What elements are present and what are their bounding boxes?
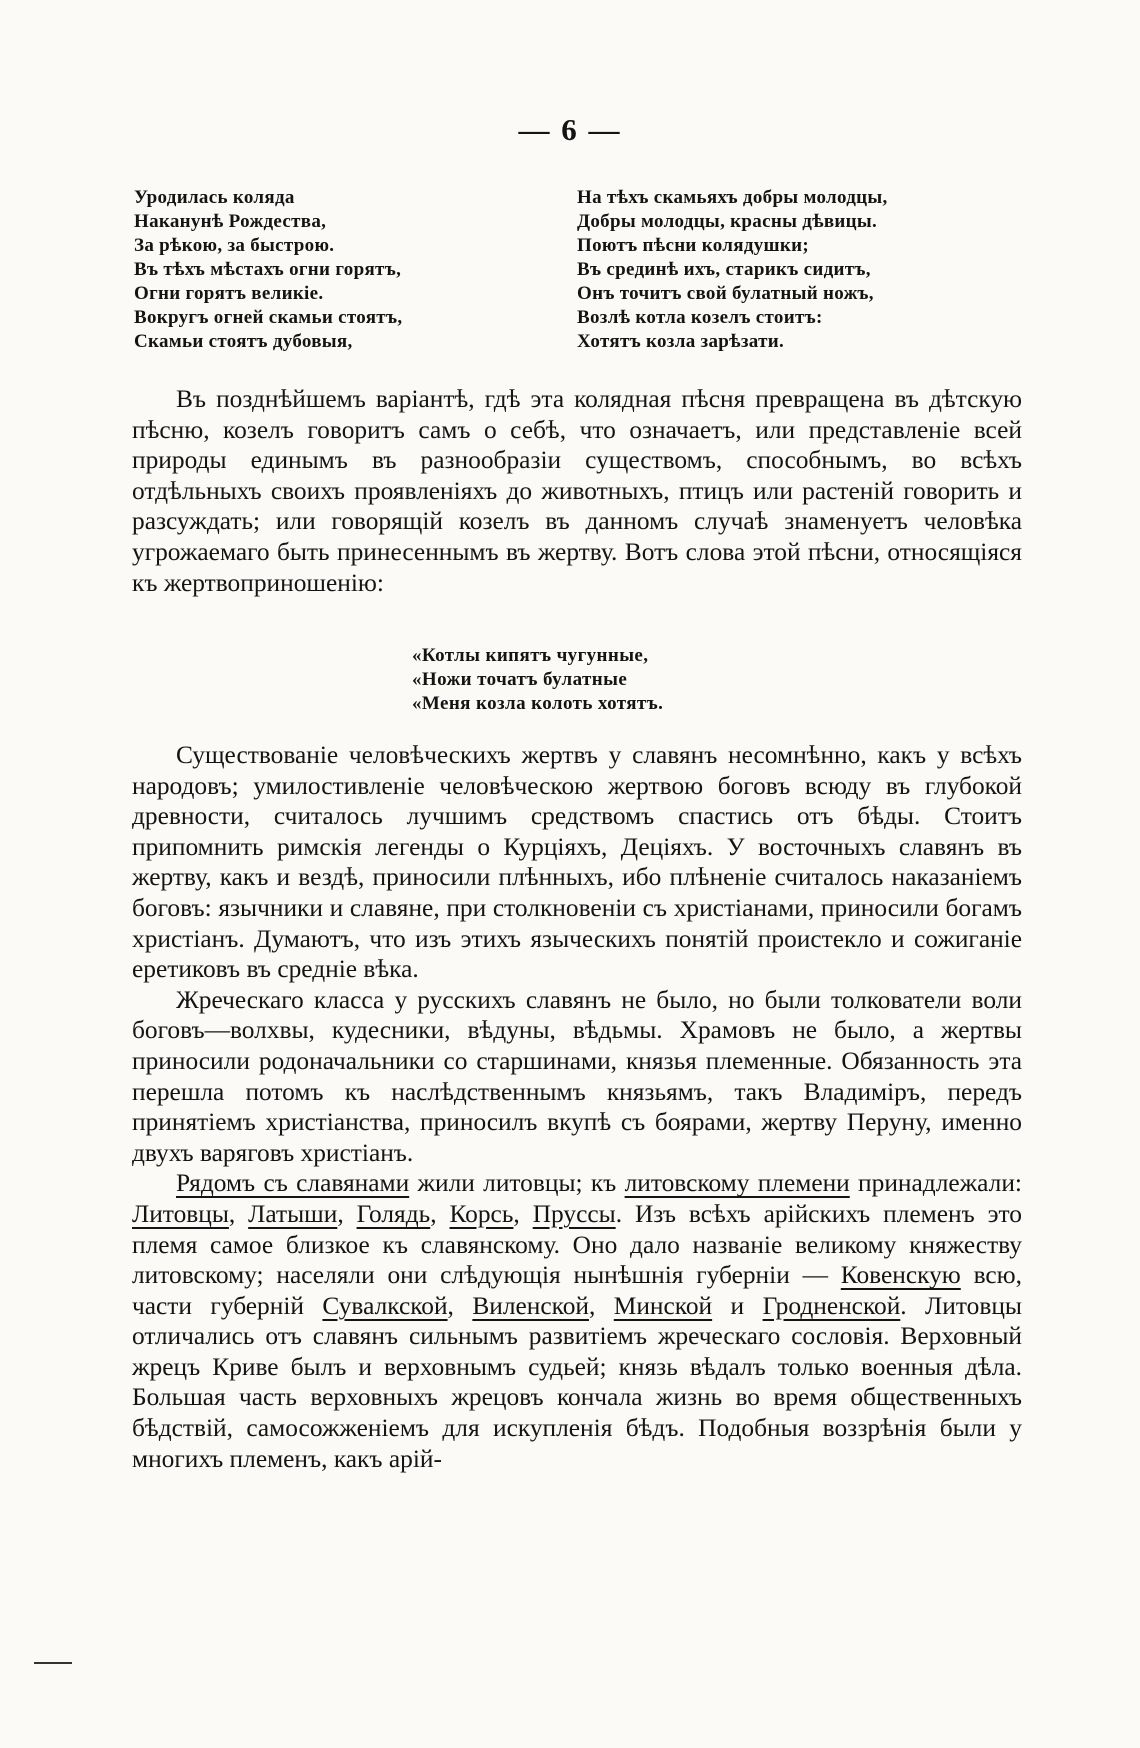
verse-right-column: [577, 186, 1007, 354]
verse-line: Онъ точитъ свой булатный ножъ,: [577, 283, 874, 304]
text-run: ,: [588, 1291, 614, 1320]
page-number: — 6 —: [518, 112, 622, 147]
prose-block-2: [132, 740, 1022, 1474]
verse-line: Наканунѣ Рождества,: [134, 211, 327, 232]
paragraph-1: Въ позднѣйшемъ варіантѣ, гдѣ эта колядная пѣсня превращена въ дѣтскую пѣсню, козелъ говоритъ самъ о себѣ, что означаетъ, или представленіе всей природы единымъ въ разнообразіи существомъ, способнымъ, во всѣхъ отдѣльныхъ своихъ проявленіяхъ до животныхъ, птицъ или растеній говорить и разсуждать; или говорящій козелъ въ данномъ случаѣ знаменуетъ человѣка угрожаемаго быть принесеннымъ въ жертву. Вотъ слова этой пѣсни, относящіяся къ жертвоприношенію:: [132, 385, 1022, 597]
text-run: ,: [337, 1199, 357, 1228]
paragraph-2: Существованіе человѣческихъ жертвъ у славянъ несомнѣнно, какъ у всѣхъ народовъ; умилостивленіе человѣческою жертвою боговъ всюду въ глубокой древности, считалось лучшимъ средствомъ спастись отъ бѣды. Стоитъ припомнить римскія легенды о Курціяхъ, Деціяхъ. У восточныхъ славянъ въ жертву, какъ и вездѣ, приносили плѣнныхъ, ибо плѣненіе считалось наказаніемъ боговъ: язычники и славяне, при столкновеніи съ христіанами, приносили богамъ христіанъ. Думаютъ, что изъ этихъ языческихъ понятій проистекло и сожиганіе еретиковъ въ средніе вѣка.: [132, 741, 1022, 984]
verse-line: Уродилась коляда: [134, 187, 295, 208]
text-run: ,: [430, 1199, 450, 1228]
underlined-phrase: Рядомъ съ славянами: [176, 1169, 410, 1198]
underlined-phrase: литовскому племени: [624, 1169, 850, 1198]
text-run: ,: [447, 1291, 473, 1320]
verse-line: Поютъ пѣсни колядушки;: [577, 235, 809, 256]
text-run: ,: [228, 1199, 249, 1228]
underlined-phrase: Голядь: [356, 1199, 431, 1228]
underlined-phrase: Ковенскую: [840, 1261, 961, 1290]
underlined-phrase: Литовцы: [132, 1199, 229, 1228]
text-run: . Литовцы отличались отъ славянъ сильнымъ развитіемъ жреческаго сословія. Верховный жрецъ Криве былъ и верховнымъ судьей; князь вѣдалъ только военныя дѣла. Большая часть верховныхъ жрецовъ кончала жизнь во время общественныхъ бѣдствій, самосожженіемъ для искупленія бѣдъ. Подобныя воззрѣнія были у многихъ племенъ, какъ арій-: [132, 1291, 1022, 1473]
verse-line: Вокругъ огней скамьи стоятъ,: [134, 307, 403, 328]
quote-line: «Котлы кипятъ чугунные,: [412, 645, 649, 666]
paragraph-4: [132, 1168, 1022, 1474]
underlined-phrase: Корсь: [449, 1199, 514, 1228]
verse-line: Въ тѣхъ мѣстахъ огни горятъ,: [134, 259, 402, 280]
verse-line: Скамьи стоятъ дубовыя,: [134, 331, 353, 352]
prose-block-1: [132, 384, 1022, 598]
quote-line: «Ножи точатъ булатные: [412, 669, 628, 690]
margin-mark: [34, 1662, 72, 1664]
verse-line: На тѣхъ скамьяхъ добры молодцы,: [577, 187, 888, 208]
verse-line: Хотятъ козла зарѣзати.: [577, 331, 785, 352]
underlined-phrase: Виленской: [472, 1291, 589, 1320]
paragraph-3: Жреческаго класса у русскихъ славянъ не было, но были толкователи воли боговъ—волхвы, кудесники, вѣдуны, вѣдьмы. Храмовъ не было, а жертвы приносили родоначальники со старшинами, князья племенные. Обязанность эта перешла потомъ къ наслѣдственнымъ князьямъ, такъ Владиміръ, передъ принятіемъ христіанства, приносилъ вкупѣ съ боярами, жертву Перуну, именно двухъ варяговъ христіанъ.: [132, 985, 1022, 1167]
text-run: всю, части губерній: [132, 1261, 1022, 1320]
song-quote: [412, 644, 663, 716]
verse-line: За рѣкою, за быстрою.: [134, 235, 335, 256]
underlined-phrase: Гродненской: [762, 1291, 901, 1320]
verse-left-column: [134, 186, 554, 354]
quote-line: «Меня козла колоть хотятъ.: [412, 693, 664, 714]
text-run: и: [712, 1291, 763, 1320]
text-run: жили литовцы; къ: [409, 1169, 625, 1198]
text-run: . Изъ всѣхъ арійскихъ племенъ это племя самое близкое къ славянскому. Оно дало названіе великому княжеству литовскому; населяли они слѣдующія нынѣшнія губерніи —: [132, 1199, 1022, 1290]
text-run: ,: [513, 1199, 533, 1228]
underlined-phrase: Латыши: [248, 1199, 338, 1228]
verse-line: Возлѣ котла козелъ стоитъ:: [577, 307, 823, 328]
underlined-phrase: Минской: [613, 1291, 713, 1320]
verse-line: Добры молодцы, красны дѣвицы.: [577, 211, 878, 232]
verse-line: Въ срединѣ ихъ, старикъ сидитъ,: [577, 259, 871, 280]
text-run: принадлежали:: [849, 1169, 1022, 1198]
underlined-phrase: Сувалкской: [322, 1291, 448, 1320]
underlined-phrase: Пруссы: [532, 1199, 616, 1228]
verse-line: Огни горятъ великіе.: [134, 283, 324, 304]
